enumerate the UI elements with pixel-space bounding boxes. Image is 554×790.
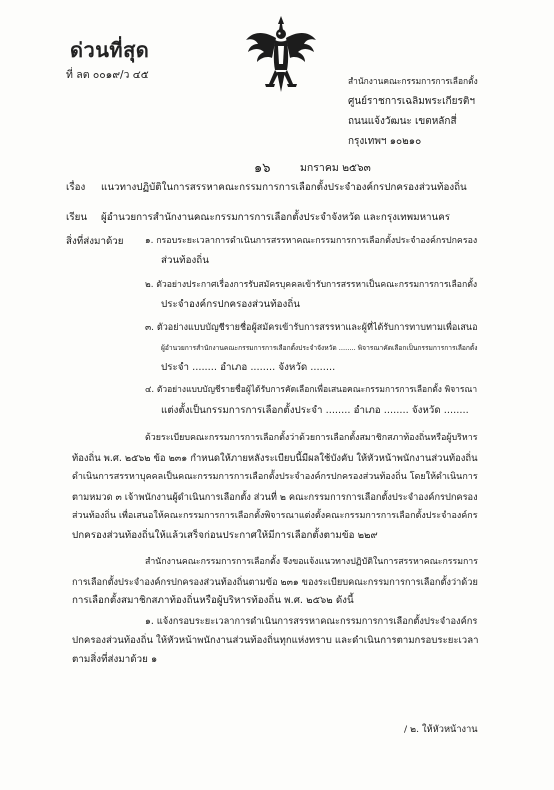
office-address-line: กรุงเทพฯ ๑๐๒๑๐: [348, 136, 422, 147]
office-address-line: ศูนย์ราชการเฉลิมพระเกียรติฯ: [348, 96, 475, 107]
paragraph-line: ตามหมวด ๓ เจ้าพนักงานผู้ดำเนินการเลือกตั้ง ส่วนที่ ๒ คณะกรรมการการเลือกตั้งประจำองค์กรปกครอง: [72, 492, 478, 503]
enclosure-item-line: ผู้อำนวยการสำนักงานคณะกรรมการการเลือกตั้งประจำจังหวัด ........ พิจารณาคัดเลือกเป็นกรรมการการเลือกตั้ง: [161, 344, 478, 352]
paragraph-line: ท้องถิ่น พ.ศ. ๒๕๖๒ ข้อ ๒๓๑ กำหนดให้ภายหลังระเบียบนี้มีผลใช้บังคับ ให้หัวหน้าพนักงานส่วนท้องถิ่น: [72, 453, 478, 464]
paragraph-line: ดำเนินการสรรหาบุคคลเป็นคณะกรรมการการเลือกตั้งประจำองค์กรปกครองส่วนท้องถิ่น โดยให้ดำเนินการ: [72, 472, 478, 482]
garuda-emblem-icon: [244, 14, 318, 94]
paragraph-line: การเลือกตั้งสมาชิกสภาท้องถิ่นหรือผู้บริหารท้องถิ่น พ.ศ. ๒๕๖๒ ดังนี้: [72, 595, 354, 606]
office-address-line: ถนนแจ้งวัฒนะ เขตหลักสี่: [348, 116, 457, 127]
paragraph-line: ปกครองส่วนท้องถิ่นให้แล้วเสร็จก่อนประกาศให้มีการเลือกตั้งตามข้อ ๒๒๙: [72, 530, 378, 541]
paragraph-line: ปกครองส่วนท้องถิ่น ให้หัวหน้าพนักงานส่วนท้องถิ่นทุกแห่งทราบ และดำเนินการตามกรอบระยะเวลา: [72, 635, 479, 646]
enclosure-item-line: ๒. ตัวอย่างประกาศเรื่องการรับสมัครบุคคลเข้ารับการสรรหาเป็นคณะกรรมการการเลือกตั้ง: [145, 280, 478, 290]
date-month-year: มกราคม ๒๕๖๓: [300, 162, 371, 174]
enclosure-item-line: แต่งตั้งเป็นกรรมการการเลือกตั้งประจำ ........ อำเภอ ........ จังหวัด ........: [161, 405, 469, 416]
date-day: ๑๖: [254, 161, 271, 176]
paragraph-line: ๑. แจ้งกรอบระยะเวลาการดำเนินการสรรหาคณะกรรมการการเลือกตั้งประจำองค์กร: [145, 616, 478, 627]
enclosure-item-line: ส่วนท้องถิ่น: [161, 255, 209, 266]
continuation-note: / ๒. ให้หัวหน้างาน: [404, 724, 478, 735]
salutation-label: เรียน: [66, 212, 88, 223]
paragraph-line: ส่วนท้องถิ่น เพื่อเสนอให้คณะกรรมการการเลือกตั้งพิจารณาแต่งตั้งคณะกรรมการการเลือกตั้งประจำองค์กร: [72, 511, 478, 521]
urgency-stamp: ด่วนที่สุด: [70, 38, 150, 62]
document-reference-number: ที่ ลต ๐๐๑๙/ว ๔๕: [66, 69, 149, 81]
paragraph-line: ตามสิ่งที่ส่งมาด้วย ๑: [72, 654, 158, 665]
paragraph-line: ด้วยระเบียบคณะกรรมการการเลือกตั้งว่าด้วยการเลือกตั้งสมาชิกสภาท้องถิ่นหรือผู้บริหาร: [145, 433, 478, 443]
enclosure-item-line: ๔. ตัวอย่างแบบบัญชีรายชื่อผู้ได้รับการคัดเลือกเพื่อเสนอคณะกรรมการการเลือกตั้ง พิจารณา: [145, 385, 478, 395]
enclosure-item-line: ประจำองค์กรปกครองส่วนท้องถิ่น: [161, 299, 300, 310]
enclosures-label: สิ่งที่ส่งมาด้วย: [66, 236, 124, 247]
enclosure-item-line: ๑. กรอบระยะเวลาการดำเนินการสรรหาคณะกรรมการการเลือกตั้งประจำองค์กรปกครอง: [145, 236, 478, 246]
enclosure-item-line: ประจำ ........ อำเภอ ........ จังหวัด ........: [161, 362, 336, 373]
subject-label: เรื่อง: [66, 182, 86, 193]
office-name: สำนักงานคณะกรรมการการเลือกตั้ง: [348, 76, 478, 86]
subject-text: แนวทางปฏิบัติในการสรรหาคณะกรรมการการเลือกตั้งประจำองค์กรปกครองส่วนท้องถิ่น: [101, 182, 467, 193]
paragraph-line: การเลือกตั้งประจำองค์กรปกครองส่วนท้องถิ่นตามข้อ ๒๓๑ ของระเบียบคณะกรรมการการเลือกตั้งว่าด้วย: [72, 577, 478, 588]
paragraph-line: สำนักงานคณะกรรมการการเลือกตั้ง จึงขอแจ้งแนวทางปฏิบัติในการสรรหาคณะกรรมการ: [145, 557, 478, 567]
enclosure-item-line: ๓. ตัวอย่างแบบบัญชีรายชื่อผู้สมัครเข้ารับการสรรหาและผู้ที่ได้รับการทาบทามเพื่อเสนอ: [145, 323, 478, 333]
salutation-text: ผู้อำนวยการสำนักงานคณะกรรมการการเลือกตั้งประจำจังหวัด และกรุงเทพมหานคร: [101, 212, 451, 223]
